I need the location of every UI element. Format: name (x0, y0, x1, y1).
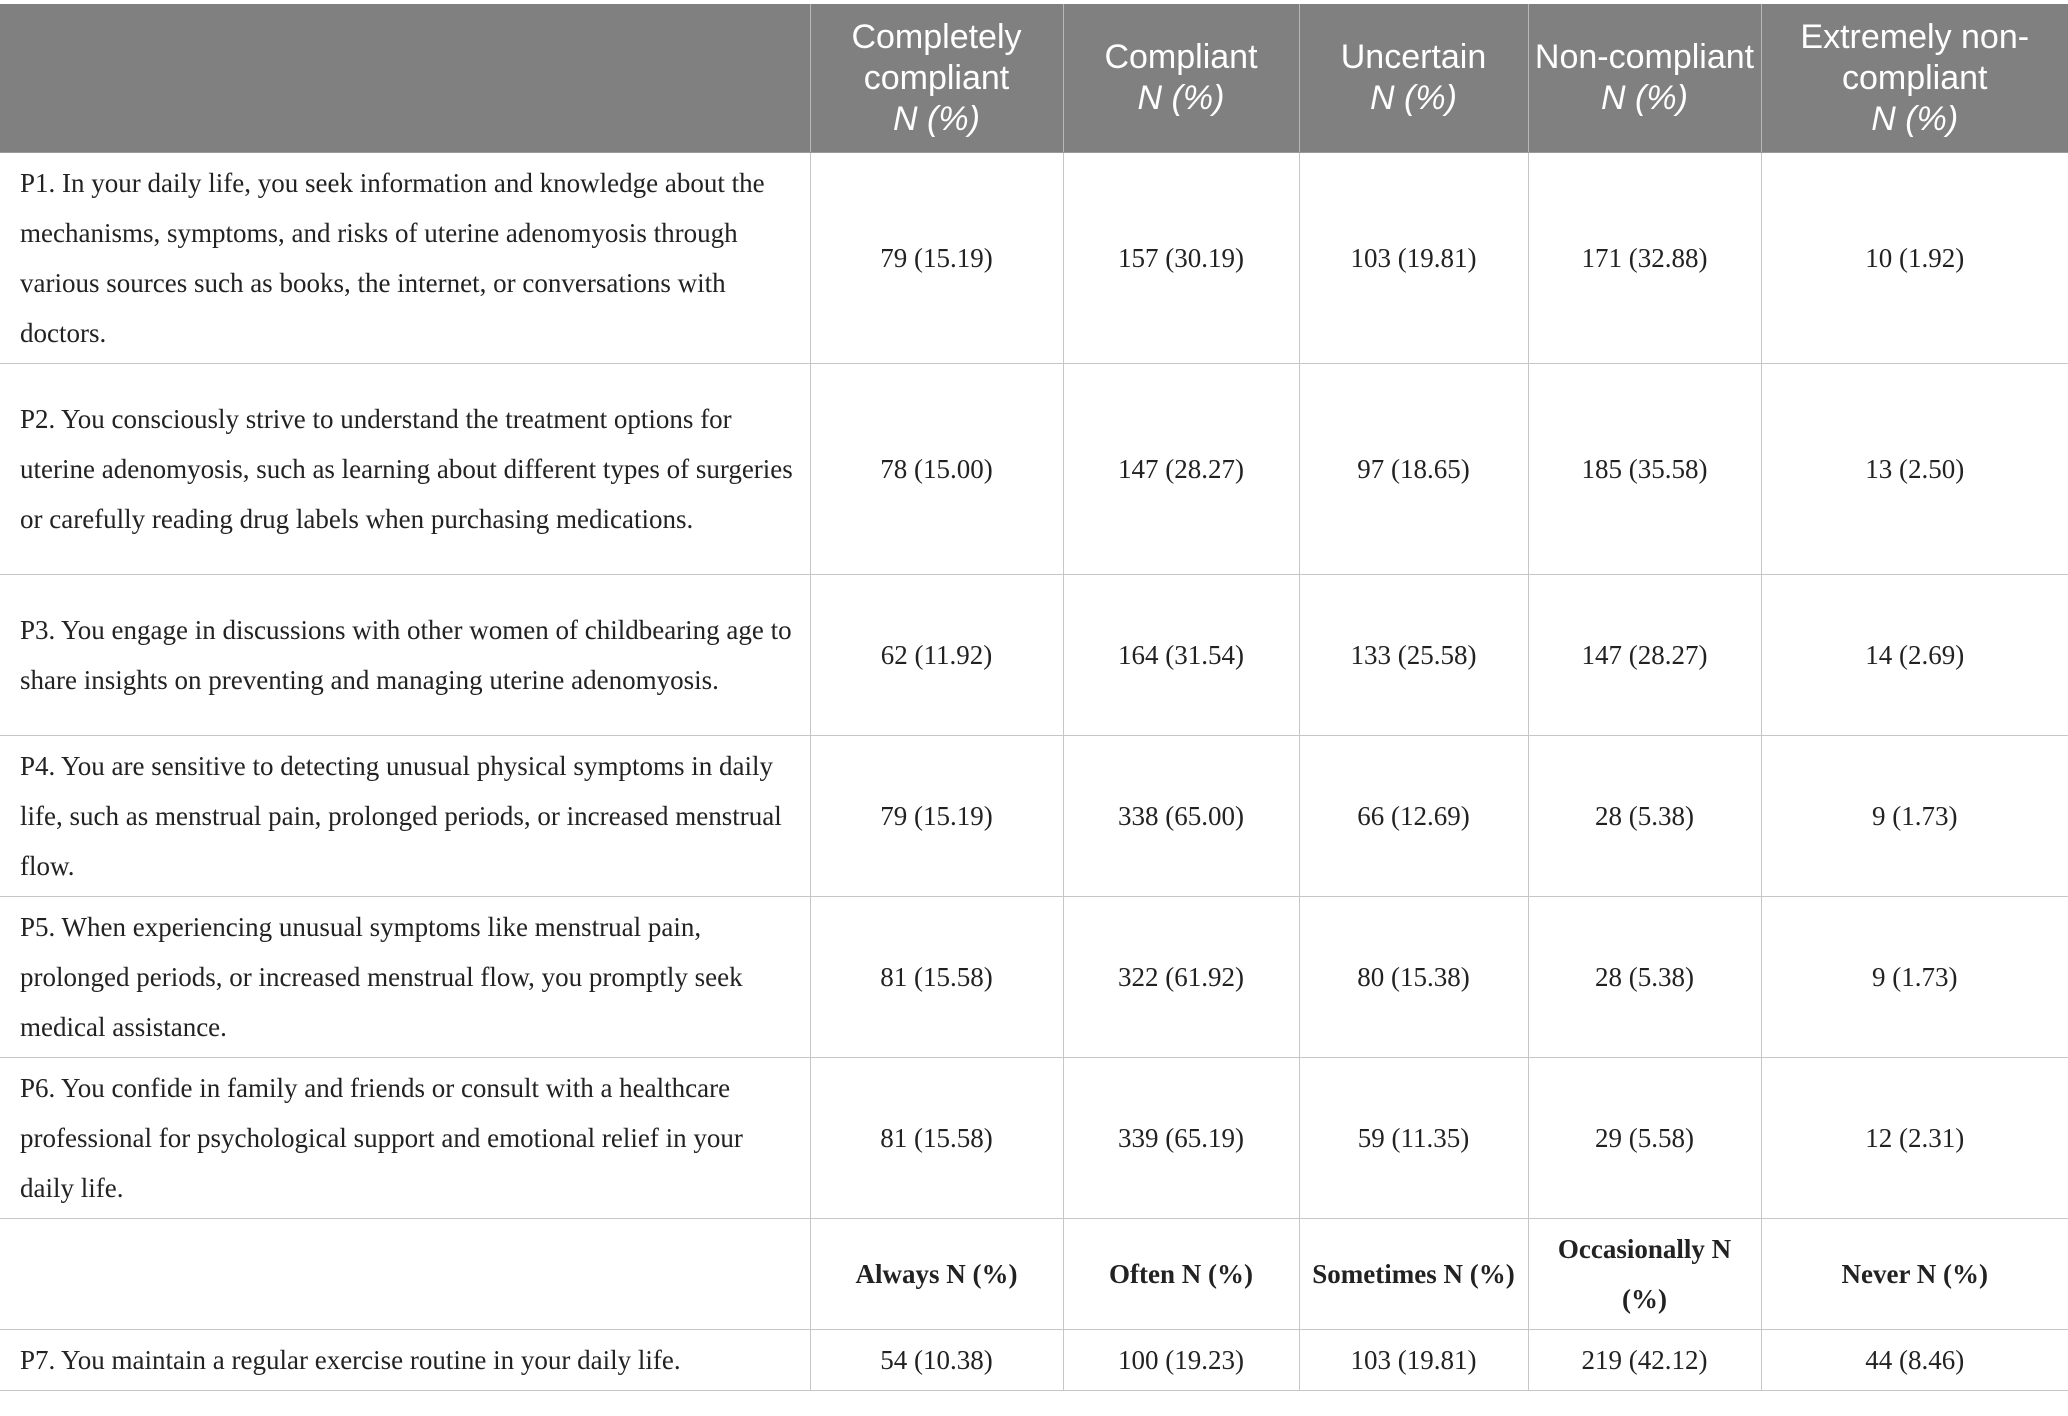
value-cell: 29 (5.58) (1528, 1058, 1761, 1219)
value-cell: 81 (15.58) (810, 1058, 1063, 1219)
value-cell: 79 (15.19) (810, 736, 1063, 897)
subheader-occasionally: Occasionally N (%) (1528, 1219, 1761, 1330)
question-cell: P4. You are sensitive to detecting unusual physical symptoms in daily life, such as menstrual pain, prolonged periods, or increased menstrual flow. (0, 736, 810, 897)
header-label: Compliant (1104, 38, 1258, 76)
subheader-sometimes: Sometimes N (%) (1299, 1219, 1528, 1330)
header-unit: N (%) (1601, 79, 1688, 117)
header-unit: N (%) (893, 99, 980, 138)
value-cell: 14 (2.69) (1761, 575, 2068, 736)
header-non-compliant (1528, 4, 1761, 153)
value-cell: 103 (19.81) (1299, 1330, 1528, 1391)
value-cell: 9 (1.73) (1761, 736, 2068, 897)
table-row-p6 (0, 1058, 2068, 1219)
value-cell: 28 (5.38) (1528, 897, 1761, 1058)
question-cell: P1. In your daily life, you seek information and knowledge about the mechanisms, symptoms, and risks of uterine adenomyosis through various sources such as books, the internet, or conversations with doctors. (0, 153, 810, 364)
value-cell: 80 (15.38) (1299, 897, 1528, 1058)
frequency-subheader-row (0, 1219, 2068, 1330)
value-cell: 9 (1.73) (1761, 897, 2068, 1058)
subheader-often: Often N (%) (1063, 1219, 1299, 1330)
header-unit: N (%) (1137, 79, 1225, 117)
value-cell: 147 (28.27) (1063, 364, 1299, 575)
value-cell: 339 (65.19) (1063, 1058, 1299, 1219)
question-cell: P7. You maintain a regular exercise routine in your daily life. (0, 1330, 810, 1391)
value-cell: 219 (42.12) (1528, 1330, 1761, 1391)
value-cell: 103 (19.81) (1299, 153, 1528, 364)
value-cell: 164 (31.54) (1063, 575, 1299, 736)
header-row (0, 4, 2068, 153)
value-cell: 13 (2.50) (1761, 364, 2068, 575)
value-cell: 100 (19.23) (1063, 1330, 1299, 1391)
header-unit: N (%) (1370, 79, 1457, 117)
question-cell: P5. When experiencing unusual symptoms like menstrual pain, prolonged periods, or increased menstrual flow, you promptly seek medical assistance. (0, 897, 810, 1058)
value-cell: 81 (15.58) (810, 897, 1063, 1058)
table-row-p7 (0, 1330, 2068, 1391)
value-cell: 59 (11.35) (1299, 1058, 1528, 1219)
value-cell: 322 (61.92) (1063, 897, 1299, 1058)
table-row-p2 (0, 364, 2068, 575)
table-row-p3 (0, 575, 2068, 736)
value-cell: 338 (65.00) (1063, 736, 1299, 897)
value-cell: 171 (32.88) (1528, 153, 1761, 364)
header-uncertain (1299, 4, 1528, 153)
subheader-always: Always N (%) (810, 1219, 1063, 1330)
value-cell: 66 (12.69) (1299, 736, 1528, 897)
value-cell: 12 (2.31) (1761, 1058, 2068, 1219)
value-cell: 133 (25.58) (1299, 575, 1528, 736)
value-cell: 28 (5.38) (1528, 736, 1761, 897)
value-cell: 62 (11.92) (810, 575, 1063, 736)
table-row-p5 (0, 897, 2068, 1058)
value-cell: 78 (15.00) (810, 364, 1063, 575)
header-empty (0, 4, 810, 153)
header-extremely-non-compliant (1761, 4, 2068, 153)
subheader-never: Never N (%) (1761, 1219, 2068, 1330)
value-cell: 79 (15.19) (810, 153, 1063, 364)
subheader-empty (0, 1219, 810, 1330)
table-row-p1 (0, 153, 2068, 364)
header-completely-compliant (810, 4, 1063, 153)
header-unit: N (%) (1871, 99, 1959, 138)
header-label: Completely compliant (851, 17, 1022, 97)
table-row-p4 (0, 736, 2068, 897)
value-cell: 157 (30.19) (1063, 153, 1299, 364)
header-label: Non-compliant (1534, 38, 1755, 76)
question-cell: P3. You engage in discussions with other women of childbearing age to share insights on preventing and managing uterine adenomyosis. (0, 575, 810, 736)
value-cell: 44 (8.46) (1761, 1330, 2068, 1391)
value-cell: 10 (1.92) (1761, 153, 2068, 364)
survey-table (0, 4, 2068, 1391)
question-cell: P2. You consciously strive to understand the treatment options for uterine adenomyosis, such as learning about different types of surgeries or carefully reading drug labels when purchasing medications. (0, 364, 810, 575)
header-label: Extremely non-compliant (1800, 17, 2030, 97)
value-cell: 185 (35.58) (1528, 364, 1761, 575)
header-compliant (1063, 4, 1299, 153)
value-cell: 97 (18.65) (1299, 364, 1528, 575)
question-cell: P6. You confide in family and friends or consult with a healthcare professional for psychological support and emotional relief in your daily life. (0, 1058, 810, 1219)
value-cell: 54 (10.38) (810, 1330, 1063, 1391)
value-cell: 147 (28.27) (1528, 575, 1761, 736)
header-label: Uncertain (1340, 38, 1487, 76)
